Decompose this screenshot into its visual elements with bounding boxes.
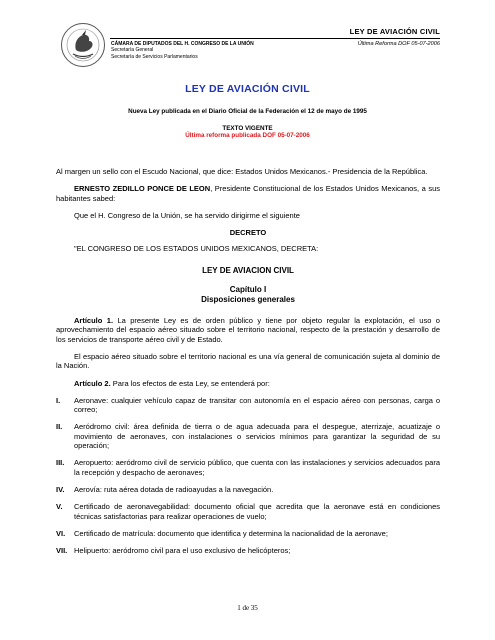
item-number: II. [56,422,63,432]
header-rule [110,38,440,39]
list-item [56,502,440,521]
item-number: III. [56,458,65,468]
presidente-text: , Presidente Constitucional de los Estados Unidos Mexicanos, a sus habitantes sabed: [56,184,441,203]
texto-vigente: TEXTO VIGENTE [222,125,273,132]
item-number: VII. [56,546,68,556]
item-text: Aeronave: cualquier vehículo capaz de transitar con autonomía en el espacio aéreo con personas, carga o correo; [74,395,440,415]
article-2-text: Para los efectos de esta Ley, se entenderá por: [110,378,270,388]
item-number: I. [56,395,61,405]
chapter-number: Capítulo I [229,285,267,295]
document-body [56,167,440,563]
president-name: ERNESTO ZEDILLO PONCE DE LEON [74,184,211,194]
list-item [56,485,440,494]
paragraph-decreta: "EL CONGRESO DE LOS ESTADOS UNIDOS MEXICANOS, DECRETA: [74,244,319,254]
item-text: Aerovía: ruta aérea dotada de radioayudas a la navegación. [74,484,274,494]
item-number: IV. [56,484,65,494]
item-text: Aeródromo civil: área definida de tierra o de agua adecuada para el despegue, aterrizaje, acuatizaje o movimiento de aeronaves, con instalaciones o servicios mínimos para garantizar la seguridad de su operación; [74,422,440,451]
article-1-text: La presente Ley es de orden público y tiene por objeto regular la explotación, el uso o aprovechamiento del espacio aéreo situado sobre el territorio nacional, respecto de la prestación y desarrollo de los servicios de transporte aéreo civil y de Estado. [56,316,440,344]
header-institution [111,41,254,60]
header-servicios: Secretaría de Servicios Parlamentarios [111,53,198,60]
header-chamber: CÁMARA DE DIPUTADOS DEL H. CONGRESO DE LA UNIÓN [111,41,254,47]
item-text: Certificado de matrícula: documento que identifica y determina la nacionalidad de la aeronave; [74,528,388,538]
item-text: Helipuerto: aeródromo civil para el uso exclusivo de helicópteros; [74,546,291,556]
paragraph-presidente [56,184,440,203]
header-secretaria-general: Secretaría General [111,47,154,54]
item-text: Aeropuerto: aeródromo civil de servicio público, que cuenta con las instalaciones y servicios adecuados para la recepción y despacho de aeronaves; [74,458,440,477]
paragraph-espacio-aereo: El espacio aéreo situado sobre el territorio nacional es una vía general de comunicación sujeta al dominio de la Nación. [56,351,440,371]
list-item [56,396,440,415]
paragraph-sello: Al margen un sello con el Escudo Nacional, que dice: Estados Unidos Mexicanos.- Presidencia de la República. [56,167,428,176]
national-seal-logo [60,22,106,68]
ultima-reforma: Última reforma publicada DOF 05-07-2006 [185,132,310,139]
list-item [56,422,440,450]
item-number: VI. [56,528,66,538]
header-reform-date: Última Reforma DOF 05-07-2006 [357,41,440,47]
article-2 [56,379,440,388]
article-1-label: Artículo 1. [74,316,114,326]
document-title: LEY DE AVIACIÓN CIVIL [185,83,310,95]
header-law-title: LEY DE AVIACIÓN CIVIL [349,27,440,36]
article-2-label: Artículo 2. [74,378,111,388]
page-number: 1 de 35 [237,604,258,612]
list-item [56,546,440,555]
chapter-title: Disposiciones generales [201,295,295,305]
ley-heading: LEY DE AVIACION CIVIL [202,265,294,275]
paragraph-congreso: Que el H. Congreso de la Unión, se ha servido dirigirme el siguiente [74,210,300,220]
item-number: V. [56,502,63,512]
chapter-heading [56,285,440,305]
item-text: Certificado de aeronavegabilidad: documento oficial que acredita que la aeronave está en condiciones técnicas satisfactorias para realizar operaciones de vuelo; [74,502,440,521]
list-item [56,458,440,477]
decreto-heading: DECRETO [229,228,267,238]
definitions-list [56,396,440,556]
list-item [56,529,440,538]
publication-note: Nueva Ley publicada en el Diario Oficial de la Federación el 12 de mayo de 1995 [128,108,367,115]
article-1 [56,316,440,344]
